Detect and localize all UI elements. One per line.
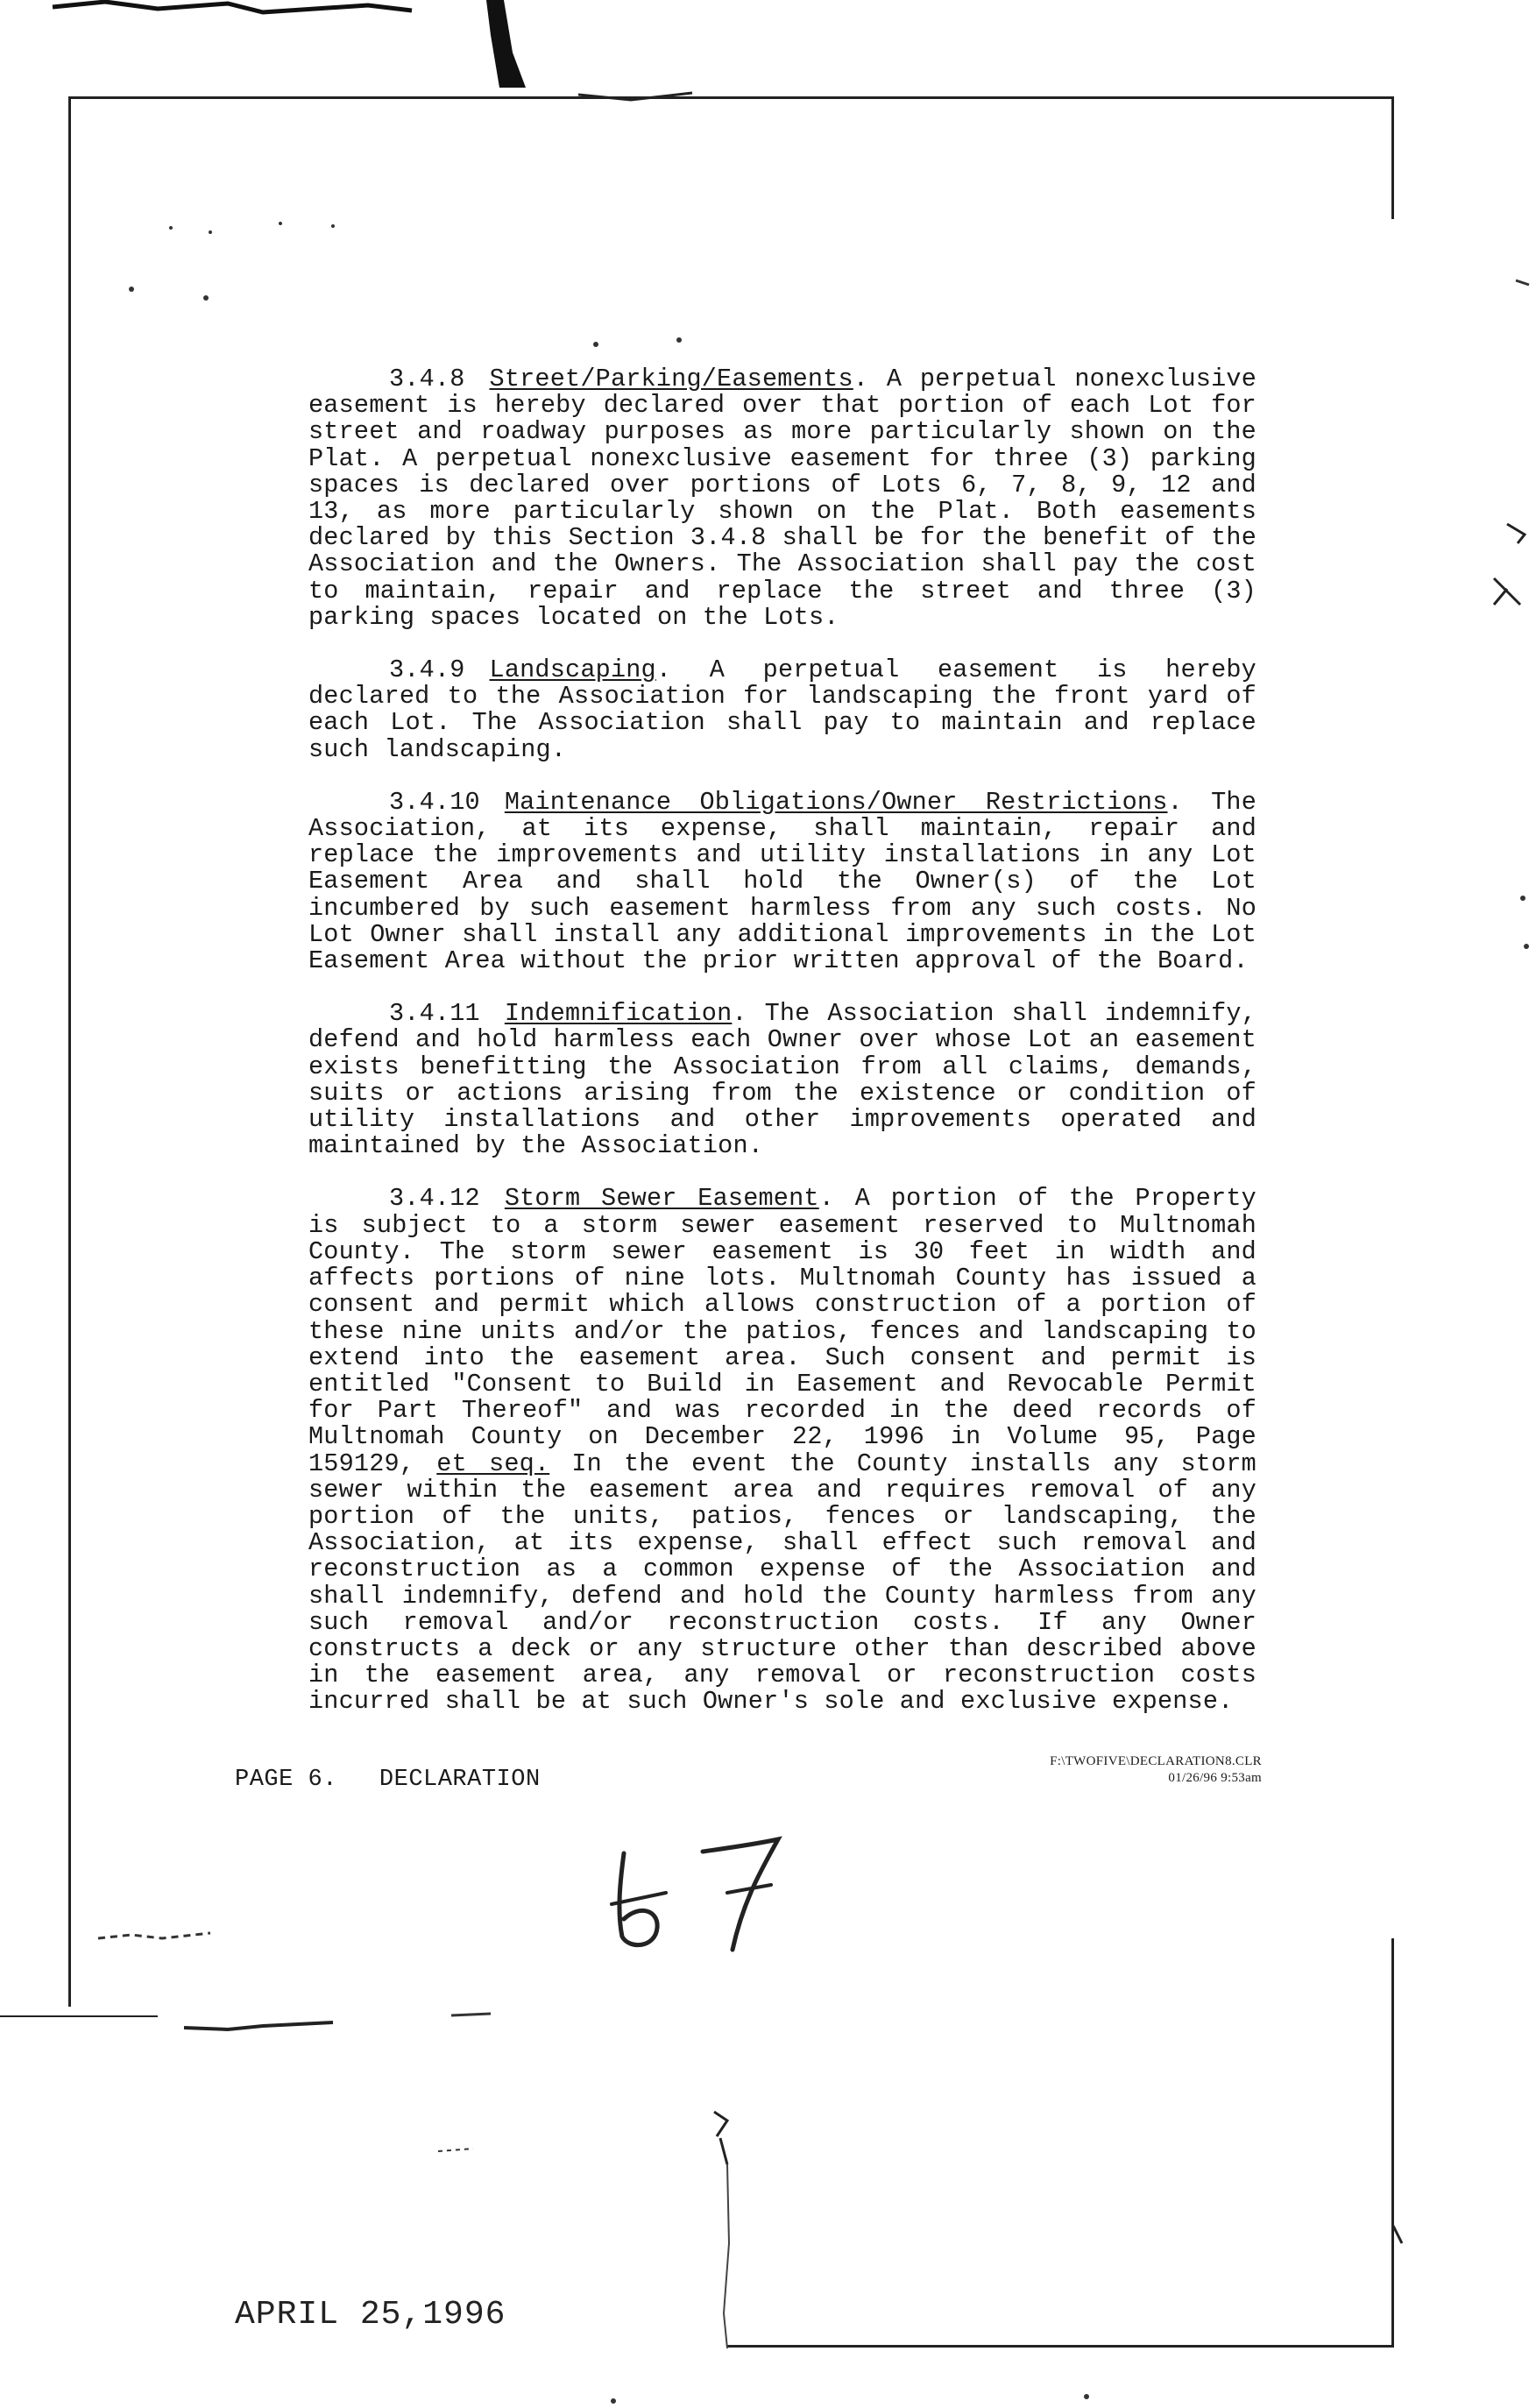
- declaration-body: [308, 366, 1256, 1742]
- section-heading: Storm Sewer Easement: [504, 1184, 819, 1214]
- right-border-line: [1391, 96, 1394, 219]
- section-number: 3.4.10: [389, 787, 480, 817]
- section-text: . The Association shall indemnify, defend and hold harmless each Owner over whose Lot an easement exists benefitting the Association from all claims, demands, suits or actions arising from the existence or condition of utility installations and other improvements operated and maintained by the Association.: [308, 999, 1256, 1161]
- file-timestamp: 01/26/96 9:53am: [1168, 1771, 1262, 1785]
- recording-date-stamp: APRIL 25,1996: [235, 2296, 506, 2334]
- section-heading: Maintenance Obligations/Owner Restrictions: [504, 787, 1168, 817]
- top-border-line: [68, 96, 1393, 99]
- section-number: 3.4.8: [389, 365, 465, 393]
- section-number: 3.4.9: [389, 655, 465, 685]
- file-path: F:\TWOFIVE\DECLARATION8.CLR: [1050, 1754, 1262, 1768]
- file-reference: [999, 1753, 1262, 1787]
- section-3-4-8: [308, 366, 1256, 631]
- left-border-line: [68, 96, 71, 2007]
- section-3-4-12: [308, 1186, 1256, 1715]
- section-3-4-10: [308, 787, 1257, 976]
- lower-left-stub-line: [0, 2015, 158, 2017]
- section-3-4-11: [308, 1001, 1256, 1159]
- et-seq-citation: et seq.: [436, 1448, 550, 1478]
- bottom-border-line: [727, 2345, 1394, 2348]
- section-number: 3.4.12: [389, 1184, 480, 1214]
- document-label: DECLARATION: [379, 1767, 541, 1793]
- page-label: PAGE 6.: [235, 1767, 337, 1793]
- section-text: . A portion of the Property is subject to a storm sewer easement reserved to Multnomah County. The storm sewer easement is 30 feet in width and affects portions of nine lots. Multnomah County has issued a consent and permit which allows construction of a portion of these nine units and/or the patios, fences and landscaping to extend into the easement area. Such consent and permit is entitled "Consent to Build in Easement and Revocable Permit for Part Thereof" and was recorded in the deed records of Multnomah County on December 22, 1996 in Volume 95, Page 159129,: [308, 1184, 1256, 1478]
- section-text: . The Association, at its expense, shall maintain, repair and replace the improvements and utility installations in any Lot Easement Area and shall hold the Owner(s) of the Lot incumbered by such easement harmless from any such costs. No Lot Owner shall install any additional improvements in the Lot Easement Area without the prior written approval of the Board.: [308, 787, 1257, 976]
- section-text-continued: In the event the County installs any storm sewer within the easement area and requires removal of any portion of the units, patios, fences or landscaping, the Association, at its expense, shall effect such removal and reconstruction as a common expense of the Association and shall indemnify, defend and hold the County harmless from any such removal and/or reconstruction costs. If any Owner constructs a deck or any structure other than described above in the easement area, any removal or reconstruction costs incurred shall be at such Owner's sole and exclusive expense.: [308, 1448, 1256, 1717]
- lower-right-border-line: [1391, 1938, 1394, 2346]
- section-number: 3.4.11: [389, 999, 480, 1029]
- section-heading: Street/Parking/Easements: [489, 365, 853, 393]
- page-footer: [235, 1767, 541, 1793]
- handwritten-page-note: [605, 1827, 815, 1958]
- section-3-4-9: [308, 657, 1256, 763]
- section-text: . A perpetual nonexclusive easement is hereby declared over that portion of each Lot for street and roadway purposes as more particularly shown on the Plat. A perpetual nonexclusive easement for three (3) parking spaces is declared over portions of Lots 6, 7, 8, 9, 12 and 13, as more particularly shown on the Plat. Both easements declared by this Section 3.4.8 shall be for the benefit of the Association and the Owners. The Association shall pay the cost to maintain, repair and replace the street and three (3) parking spaces located on the Lots.: [308, 365, 1256, 632]
- section-heading: Indemnification: [504, 999, 733, 1029]
- section-text: . A perpetual easement is hereby declared to the Association for landscaping the front yard of each Lot. The Association shall pay to maintain and replace such landscaping.: [308, 655, 1256, 764]
- section-heading: Landscaping: [489, 655, 656, 685]
